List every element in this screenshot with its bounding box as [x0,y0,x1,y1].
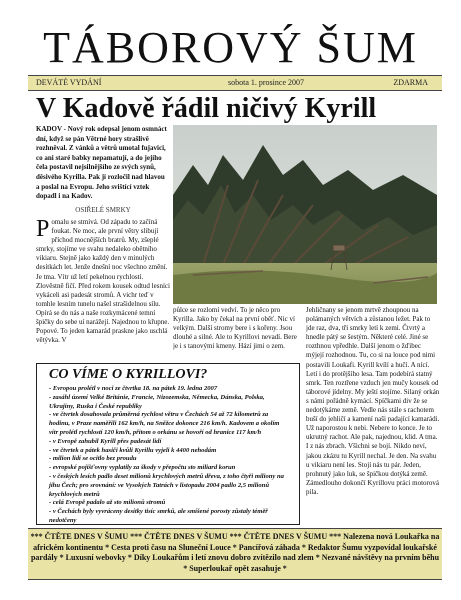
issue-date: sobota 1. prosince 2007 [228,78,304,87]
fact-item: - evropské pojišťovny vyplatily za škody v přepočtu sto miliard korun [49,464,236,472]
fact-item: - Evropou prolétl v noci ze čtvrtka 18. na pátek 19. ledna 2007 [49,385,218,392]
fallen-trees-photo [173,125,437,304]
fact-item: - v Evropě zahubil Kyrill přes padesát lidí [49,437,162,445]
facts-list [49,385,289,525]
section-kicker: OSIŘELÉ SMRKY [75,206,131,214]
facts-box-title: CO VÍME O KYRILLOVI? [49,367,208,382]
edition-label: DEVÁTÉ VYDÁNÍ [36,78,102,87]
fact-item: - v českých lesích padlo deset milionů krychlových metrů dřeva, z toho čtyři miliony na jihu Čech; pro srovnání: ve Vysokých Tatrách v listopadu 2004 padlo 2,5 milionů krychlových metrů [49,472,284,498]
fact-item: - milion lidí se ocitlo bez proudu [49,455,137,463]
facts-box [36,363,300,525]
fact-item: - ve čtvrtek a pátek hasiči kvůli Kyrillu vyjeli k 4400 nehodám [49,446,217,454]
price-label: ZDARMA [393,78,428,87]
forest-photo-graphic [173,125,437,304]
fact-item: - ve čtvrtek dosahovala průměrná rychlost větru v Čechách 54 až 72 kilometrů za hodinu, v Praze naměřili 162 km/h, na Sněžce dokonce 216 km/h. Kadovem a okolím vítr prolétl rychlostí 120 km/h, přitom o orkánu se hovoří od hranice 117 km/h [49,411,280,436]
article-headline: V Kadově řádil ničivý Kyrill [36,93,377,124]
teaser-footer: *** ČTĚTE DNES V ŠUMU *** ČTĚTE DNES V ŠUMU *** ČTĚTE DNES V ŠUMU *** Nalezena nová Loukařka na africkém kontinentu * Cesta proti času na Sluneční Louce * Pancířová záhada * Redaktor Šumu vyzpovídal loukařské pardály * Luxusní webovky * Díky Loukařům i letí znovu dobro zvítězilo nad zlem * Nezvané návštěvy na prvním běhu * Superloukař opět zasahuje * [28,528,442,580]
article-column-3: Jehličnany se jenom mrtvě zhoupnou na polámaných větvích a zůstanou ležet. Pak to jde raz, dva, tři smrky letí k zemi. Čtvrtý a hnedle pátý se šestým. Některé celé. Jiné se rozthnou vpředhle. Další jenom o žďibec mýjejí rozhodnou. Tu, co si na louce pod nimi postavili Loukafi. Kyrill kvílí a hučí. A nící. Letí i do protějšího lesa. Tam podebírá statný smrk. Ten roztřene vzduch jen mučy kousek od táborové jídelny. My ještí stojíme. Silaný orkán s námi pořádně kymácí. Spíčkami div že se nedotýkáme země. Vedle nás stále s rachotem buší do jehličí a kamení naši padající kamarádi. Už naporostou k nebi. Nebere to konce. Je to ukrutný rachot. Ale pak, najednou, klid. A tma. I z nás zbrach. Všichni se bojí. Nikdo neví, jakou zkázu tu Kyrill nechal. Je den. Na svahu u vikiaru není les. Stojí nás tu pár. Jeden, prohnutý jako luk, se špičkou dotýká země. Zámedlouho dokončí Kyrillovu práci motorová pila. [306,306,440,496]
fact-item: - v Čechách byly vyvráceny desítky tisíc smrků, ale smíšené porosty zůstaly téměř nedotčeny [49,508,268,524]
article-column-1 [36,218,170,358]
drop-cap: P [36,218,50,242]
column-1-text: omalu se stmívá. Od západu to začíná foukat. Ne moc, ale první větry slibují příchod mocnějších bratrů. My, zšeplé smrky, stojíme ve svahu nedaleko obětního vikiaru. Stejně jako každý den v minulých desítkách let. Jenže dnešní noc všechno změní. Je tma. Vítr už letí pekelnou rychlostí. Zlověstně fičí. Před rokem kousek odtud lesníci vykáceli asi padesát stromů. A vichr teď v tomhle lesním tunelu našel strašidelnou sílu. Opírá se do nás a naše rozkymácené temní špičky do sebe uí narážejí. Najednou to křupne. Popové. To jeden kamarád praskne jako uschlá větývka. V [36,218,170,345]
masthead-title: TÁBOROVÝ ŠUM [43,23,418,72]
fact-item: - zasáhl území Velké Británie, Francie, Nizozemska, Německa, Dánska, Polska, Ukrajiny, Ruska i České republiky [49,393,265,410]
edition-bar [28,75,442,91]
article-column-2: půlce se rozlomí vedví. To je něco pro Kyrilla. Jako by čekal na první oběť. Nic ví velkým. Další stromy bere i s kořeny. Jsou dlouhé a silné. Ale to Kyrillovi nevadí. Bere je i s tanovými kmeny. Hází jimi o zem. [173,306,297,351]
article-lead: KADOV - Nový rok odepsal jenom osmnáct dní, když se pán Větrné hory strašlivě rozhněval. Z vánků a větrů umotal fujavici, co ani staré babky nepamatují, a do jejího čela postavil nejsilnějšího ze svých synů, děsivého Kyrilla. Pak jí rozločil nad hlavou a poslal na Evropu. Jeho svištící vztek dopadl i na Kadov. [36,125,167,201]
fact-item: - celá Evropě padalo až sto milionů stromů [49,499,166,507]
